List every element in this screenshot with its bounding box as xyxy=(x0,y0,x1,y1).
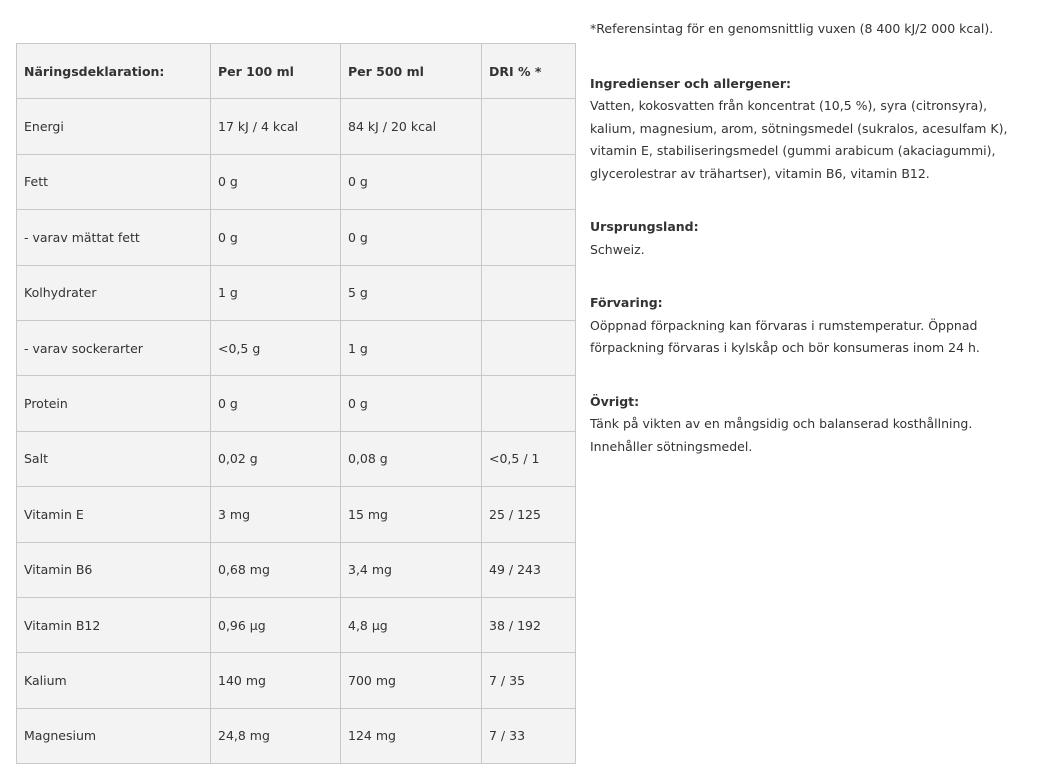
ingredients-text: Vatten, kokosvatten från koncentrat (10,5 %), syra (citronsyra), kalium, magnesium, arom, sötningsmedel (sukralos, acesulfam K), vitamin E, stabiliseringsmedel (gummi arabicum (akaciagummi), glycerolestrar av trähartser), vitamin B6, vitamin B12. xyxy=(590,98,1008,181)
dri-value xyxy=(482,320,576,375)
row-label: - varav sockerarter xyxy=(17,320,211,375)
dri-value xyxy=(482,154,576,209)
per-500ml-value: 0,08 g xyxy=(341,431,482,486)
table-row xyxy=(17,320,576,375)
dri-value xyxy=(482,99,576,154)
nutrition-table xyxy=(16,43,576,764)
per-500ml-value: 700 mg xyxy=(341,653,482,708)
per-100ml-value: 17 kJ / 4 kcal xyxy=(211,99,341,154)
other-section xyxy=(590,391,1035,459)
row-label: Vitamin B12 xyxy=(17,597,211,652)
table-row xyxy=(17,597,576,652)
per-100ml-value: 0 g xyxy=(211,210,341,265)
table-header-row xyxy=(17,44,576,99)
table-row xyxy=(17,542,576,597)
per-500ml-value: 1 g xyxy=(341,320,482,375)
table-row xyxy=(17,154,576,209)
table-row xyxy=(17,431,576,486)
header-cell-dri: DRI % * xyxy=(482,44,576,99)
per-500ml-value: 0 g xyxy=(341,210,482,265)
per-500ml-value: 124 mg xyxy=(341,708,482,763)
ingredients-heading: Ingredienser och allergener: xyxy=(590,75,792,91)
row-label: Fett xyxy=(17,154,211,209)
table-row xyxy=(17,708,576,763)
per-100ml-value: <0,5 g xyxy=(211,320,341,375)
header-cell-per-500ml: Per 500 ml xyxy=(341,44,482,99)
row-label: Salt xyxy=(17,431,211,486)
dri-value: 25 / 125 xyxy=(482,487,576,542)
row-label: Vitamin B6 xyxy=(17,542,211,597)
dri-footnote: *Referensintag för en genomsnittlig vuxen (8 400 kJ/2 000 kcal). xyxy=(590,21,994,36)
table-row xyxy=(17,653,576,708)
per-500ml-value: 4,8 µg xyxy=(341,597,482,652)
origin-text: Schweiz. xyxy=(590,241,645,257)
per-500ml-value: 3,4 mg xyxy=(341,542,482,597)
per-100ml-value: 0,02 g xyxy=(211,431,341,486)
row-label: Protein xyxy=(17,376,211,431)
header-cell-declaration: Näringsdeklaration: xyxy=(17,44,211,99)
other-heading: Övrigt: xyxy=(590,393,640,409)
dri-value xyxy=(482,210,576,265)
per-500ml-value: 15 mg xyxy=(341,487,482,542)
row-label: Magnesium xyxy=(17,708,211,763)
per-100ml-value: 24,8 mg xyxy=(211,708,341,763)
table-row xyxy=(17,487,576,542)
per-100ml-value: 0,96 µg xyxy=(211,597,341,652)
table-row xyxy=(17,265,576,320)
per-100ml-value: 0,68 mg xyxy=(211,542,341,597)
per-500ml-value: 5 g xyxy=(341,265,482,320)
storage-section xyxy=(590,292,1035,360)
dri-value: 38 / 192 xyxy=(482,597,576,652)
per-100ml-value: 0 g xyxy=(211,376,341,431)
row-label: Kolhydrater xyxy=(17,265,211,320)
origin-section xyxy=(590,216,1035,261)
dri-value: 7 / 33 xyxy=(482,708,576,763)
per-500ml-value: 84 kJ / 20 kcal xyxy=(341,99,482,154)
table-row xyxy=(17,210,576,265)
dri-value: 7 / 35 xyxy=(482,653,576,708)
row-label: Vitamin E xyxy=(17,487,211,542)
dri-value xyxy=(482,265,576,320)
dri-value: 49 / 243 xyxy=(482,542,576,597)
per-100ml-value: 140 mg xyxy=(211,653,341,708)
storage-heading: Förvaring: xyxy=(590,295,663,310)
other-text: Tänk på vikten av en mångsidig och balanserad kosthållning. Innehåller sötningsmedel. xyxy=(590,416,973,454)
row-label: - varav mättat fett xyxy=(17,210,211,265)
per-500ml-value: 0 g xyxy=(341,154,482,209)
header-cell-per-100ml: Per 100 ml xyxy=(211,44,341,99)
dri-value: <0,5 / 1 xyxy=(482,431,576,486)
storage-text: Oöppnad förpackning kan förvaras i rumstemperatur. Öppnad förpackning förvaras i kylskåp och bör konsumeras inom 24 h. xyxy=(590,317,980,355)
table-row xyxy=(17,376,576,431)
per-100ml-value: 1 g xyxy=(211,265,341,320)
row-label: Energi xyxy=(17,99,211,154)
per-100ml-value: 0 g xyxy=(211,154,341,209)
per-500ml-value: 0 g xyxy=(341,376,482,431)
per-100ml-value: 3 mg xyxy=(211,487,341,542)
ingredients-section xyxy=(590,73,1035,186)
row-label: Kalium xyxy=(17,653,211,708)
dri-value xyxy=(482,376,576,431)
table-row xyxy=(17,99,576,154)
origin-heading: Ursprungsland: xyxy=(590,219,699,234)
product-info xyxy=(590,18,1035,489)
